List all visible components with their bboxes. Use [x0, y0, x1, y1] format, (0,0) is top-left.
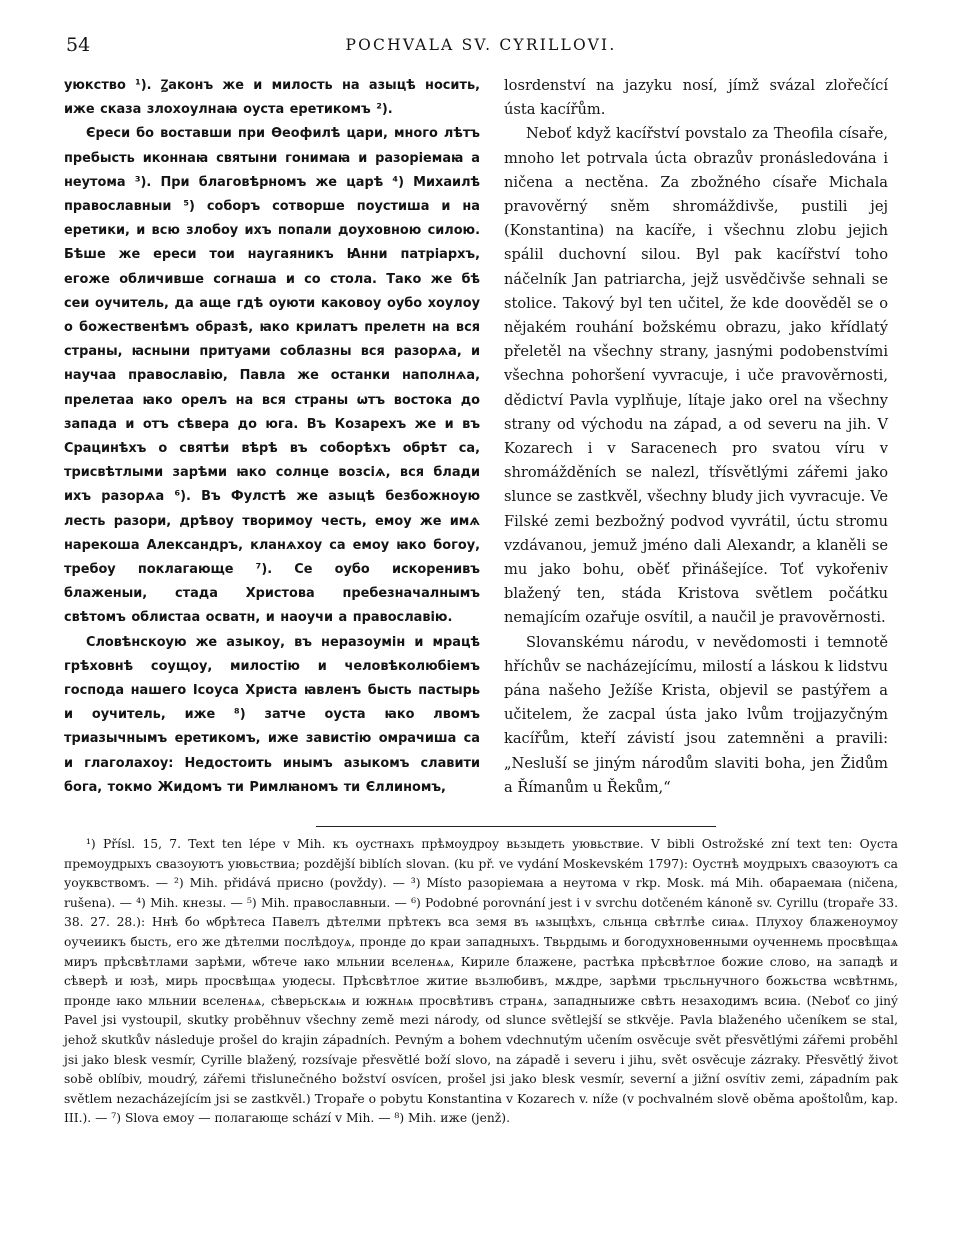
czech-translation-column [504, 74, 888, 800]
church-slavonic-column [64, 74, 480, 800]
slavonic-paragraph-2: Єреси бо воставши при Ѳеофилѣ цари, много лѣтъ пребысть иконнаꙗ святыни гонимаꙗ и разоріемаꙗ а неутома ³). При благовѣрномъ же царѣ ⁴) Михаилѣ православныи ⁵) соборъ сотворше поустиша и на еретики, и всю злобоу ихъ попали доуховною силою. Бѣше же ереси тои наугаяникъ Ꙗнни патріархъ, егоже обличивше согнаша и со стола. Тако же бѣ сеи оучитель, да аще гдѣ оуюти каковоу оубо хоулоу о божественѣмъ образѣ, ꙗко крилатъ прелетн на вся страны, ꙗсныни притуами соблазны вся разорѧа, и научаа православію, Павла же останки наполнѧа, прелетаа ꙗко орелъ на вся страны ѡтъ востока до запада и отъ сѣвера до юга. Въ Козарехъ же и въ Срацинѣхъ о святѣи вѣрѣ въ соборѣхъ обрѣт са, трисвѣтлыми зарѣми ꙗко солнце возсіѧ, вся блади ихъ разорѧа ⁶). Въ Фулстѣ же азыцѣ безбожноую лесть разори, дрѣвоу творимоу честь, емоу же имѧ нарекоша Александръ, кланѧхоу са емоу ꙗко богоу, требоу поклагающе ⁷). Се оубо искоренивъ блаженыи, стада Христова пребезначалнымъ свѣтомъ облистаа осватн, и наоучи а православію. [64, 126, 480, 626]
footnote-separator [316, 826, 716, 827]
running-head [64, 30, 898, 70]
czech-paragraph-3: Slovanskému národu, v nevědomosti i temnotě hříchův se nacházejícímu, milostí a láskou k lidstvu pána našeho Ježíše Krista, objevil se pastýřem a učitelem, že zacpal ústa jako lvům trojjazyčným kacířům, kteří závistí jsou zatemněni a pravili: „Nesluší se jiným národům slaviti boha, jen Židům a Římanům u Řekům,“ [504, 633, 888, 796]
footnotes [64, 835, 898, 1129]
slavonic-paragraph-1: уюкство ¹). Ꙁаконъ же и милость на азыцѣ носить, иже сказа злохоулнаꙗ оуста еретикомъ ²). [64, 78, 480, 118]
running-title: POCHVALA SV. CYRILLOVI. [345, 36, 617, 54]
footnote-text: ¹) Přísl. 15, 7. Text ten lépe v Mih. къ оустнахъ прѣмоудроу вьзыдеть уювьствие. V bibli Ostrožské zní text ten: Оуста премоудрыхъ свазоуютъ уювьствиа; pozdější biblích slovan. (ku př. ve vydání Moskevském 1797): Оустнѣ моудрыхъ свазоуютъ са уоуквствомъ. — ²) Mih. přidává присно (povždy). — ³) Místo разоріемаꙗ а неутома v rkp. Mosk. má Mih. обараемаꙗ (ničena, rušena). — ⁴) Mih. кнезы. — ⁵) Mih. православныи. — ⁶) Podobné porovnání jest i v svrchu dotčeném kánoně sv. Cyrillu (tropaře 33. 38. 27. 28.): Ннѣ бо ѡбрѣтеса Павелъ дѣтелми прѣтекъ вса земя въ ѩзыцѣхъ, сльнца свѣтлѣе сиꙗѧ. Плухоу блаженоумоу оучеиикъ бысть, его же дѣтелми послѣдоуѧ, пронде до краи западныхъ. Твьрдымь и богодухновенными оученнемь просвѣщаѧ миръ прѣсвѣтлами зарѣми, ѡбтече ꙗко мльнии вселенѧѧ, Кириле блажене, растѣка прѣсвѣтлое божие слово, на западѣ и сѣверѣ и юзѣ, мирь просвѣщаѧ уюдесы. Прѣсвѣтлое житие вьзлюбивъ, мѫдре, зарѣми трьсльнучного божьства ѡсвѣтнмь, пронде ꙗко мльнии вселенѧѧ, сѣверьскѧѩ и южнѧѩ просвѣтивъ странѧ, западныиже свѣть незаходимъ всиꙗ. (Neboť co jiný Pavel jsi vystoupil, skutky proběhnuv všechny země mezi národy, od slunce světlejší se stkvěje. Pavla blaženého učeníkem se stal, jehož skutkův následuje prošel do krajin západních. Pevným a bohem vdechnutým učením osvěcuje svět přesvětlými zářemi proběhl jsi jako blesk vesmír, Cyrille blažený, rozsívaje přesvětlé boží slovo, na západě i severu i jihu, svět osvěcuje zázraky. Přesvětlý život sobě oblíbiv, moudrý, zářemi třislunečného božství osvícen, prošel jsi jako blesk vesmír, severní a jižní osvítiv zemi, západním pak světlem nezacházejícím jsi se zastkvěl.) Tropaře o pobytu Konstantina v Kozarech v. níže (v pochvalném slově oběma apoštolům, kap. III.). — ⁷) Slova емоу — полагающе schází v Mih. — ⁸) Mih. иже (jenž). [64, 837, 898, 1126]
czech-paragraph-2: Neboť když kacířství povstalo za Theofila císaře, mnoho let potrvala úcta obrazův pronásledována i ničena a nectěna. Za zbožného císaře Michala pravověrný sněm shromáždivše, pustili jej (Konstantina) na kacíře, i všechnu zlobu jejich spálil duchovní silou. Byl pak kacířství toho náčelník Jan patriarcha, jejž usvědčivše sehnali se stolice. Takový byl ten učitel, že kde doověděl se o nějakém rouhání božskému obrazu, jako křídlatý přeletěl na všechny strany, jasnými podobenstvími všechna pohoršení vyvracuje, i uče pravověrnosti, dědictví Pavla vyplňuje, lítaje jako orel na všechny strany od východu na západ, a od severu na jih. V Kozarech i v Saracenech pro svatou víru v shromážděních se nalezl, třísvětlými zářemi jako slunce se zastkvěl, všechny bludy jich vyvracuje. Ve Filské zemi bezbožný podvod vyvrátil, úctu stromu vzdávanou, jemuž jméno dali Alexandr, a klaněli se mu jako bohu, oběť přinášejíce. Toť vykořeniv blažený ten, stáda Kristova světlem počátku nemajícím ozařuje osvítil, a naučil je pravověrnosti. [504, 125, 888, 627]
page-number: 54 [66, 34, 91, 56]
two-column-body [64, 74, 898, 800]
slavonic-paragraph-3: Словѣнскоую же азыкоу, въ неразоумін и мрацѣ грѣховнѣ соущоу, милостію и человѣколюбіемъ господа нашего Ісоуса Христа ꙗвленъ бысть пастырь и оучитель, иже ⁸) затче оуста ꙗко лвомъ триазычнымъ еретикомъ, иже завистію омрачиша са и глаголахоу: Недостоить инымъ азыкомъ славити бога, токмо Жидомъ ти Римлꙗномъ ти Єллиномъ, [64, 634, 480, 795]
czech-paragraph-1: losrdenství na jazyku nosí, jímž svázal zlořečící ústa kacířům. [504, 77, 888, 119]
